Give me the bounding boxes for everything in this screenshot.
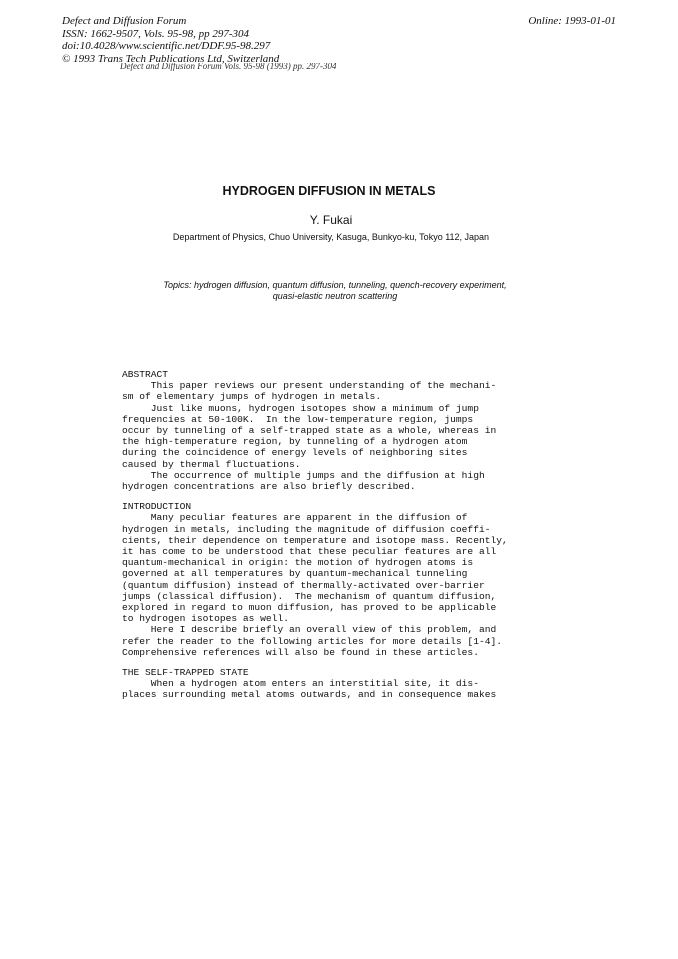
introduction-line: (quantum diffusion) instead of thermally-activated over-barrier: [122, 579, 485, 591]
author-affiliation: Department of Physics, Chuo University, Kasuga, Bunkyo-ku, Tokyo 112, Japan: [172, 232, 490, 242]
introduction-line: quantum-mechanical in origin: the motion of hydrogen atoms is: [122, 557, 474, 569]
introduction-line: refer the reader to the following articles for more details [1-4].: [122, 635, 502, 647]
introduction-line: to hydrogen isotopes as well.: [122, 613, 289, 625]
citation-header: [62, 15, 279, 65]
abstract-line: occur by tunneling of a self-trapped state as a whole, whereas in: [122, 425, 497, 437]
introduction-line: Many peculiar features are apparent in the diffusion of: [122, 512, 468, 524]
online-date: Online: 1993-01-01: [528, 15, 616, 27]
self-trapped-text: [122, 678, 562, 700]
abstract-line: Just like muons, hydrogen isotopes show a minimum of jump: [122, 402, 479, 414]
paper-body: [122, 369, 562, 701]
journal-name: Defect and Diffusion Forum: [62, 15, 187, 27]
self-trapped-heading: THE SELF-TRAPPED STATE: [122, 667, 249, 679]
introduction-line: Comprehensive references will also be found in these articles.: [122, 646, 479, 658]
original-running-header: Defect and Diffusion Forum Vols. 95-98 (1993) pp. 297-304: [120, 63, 337, 71]
abstract-line: sm of elementary jumps of hydrogen in metals.: [122, 391, 382, 403]
abstract-line: hydrogen concentrations are also briefly described.: [122, 481, 416, 493]
abstract-line: during the coincidence of energy levels of neighboring sites: [122, 447, 468, 459]
introduction-text: [122, 512, 562, 658]
issn-line: ISSN: 1662-9507, Vols. 95-98, pp 297-304: [62, 27, 249, 40]
doi-line[interactable]: doi:10.4028/www.scientific.net/DDF.95-98.297: [62, 40, 271, 52]
abstract-line: The occurrence of multiple jumps and the diffusion at high: [122, 469, 485, 481]
introduction-line: jumps (classical diffusion). The mechanism of quantum diffusion,: [122, 590, 497, 602]
abstract-line: caused by thermal fluctuations.: [122, 458, 301, 470]
self-trapped-line: places surrounding metal atoms outwards, and in consequence makes: [122, 689, 497, 701]
abstract-line: frequencies at 50-100K. In the low-temperature region, jumps: [122, 413, 474, 425]
introduction-line: it has come to be understood that these peculiar features are all: [122, 546, 497, 558]
abstract-line: This paper reviews our present understanding of the mechani-: [122, 380, 497, 392]
abstract-text: [122, 380, 562, 492]
introduction-line: hydrogen in metals, including the magnitude of diffusion coeffi-: [122, 523, 491, 535]
paper-title: HYDROGEN DIFFUSION IN METALS: [222, 184, 436, 198]
introduction-line: cients, their dependence on temperature and isotope mass. Recently,: [122, 534, 508, 546]
abstract-line: the high-temperature region, by tunneling of a hydrogen atom: [122, 436, 468, 448]
topics-line-2: quasi-elastic neutron scattering: [272, 291, 398, 301]
topics-block: [135, 280, 535, 302]
topics-line-1: Topics: hydrogen diffusion, quantum diffusion, tunneling, quench-recovery experiment,: [163, 280, 507, 290]
introduction-line: governed at all temperatures by quantum-mechanical tunneling: [122, 568, 468, 580]
introduction-line: Here I describe briefly an overall view of this problem, and: [122, 624, 497, 636]
self-trapped-line: When a hydrogen atom enters an interstitial site, it dis-: [122, 678, 479, 690]
paper-author: Y. Fukai: [309, 213, 353, 227]
copyright-line: © 1993 Trans Tech Publications Ltd, Switzerland: [62, 52, 280, 65]
abstract-heading: ABSTRACT: [122, 369, 169, 380]
introduction-line: explored in regard to muon diffusion, has proved to be applicable: [122, 602, 497, 614]
introduction-heading: INTRODUCTION: [122, 501, 192, 513]
